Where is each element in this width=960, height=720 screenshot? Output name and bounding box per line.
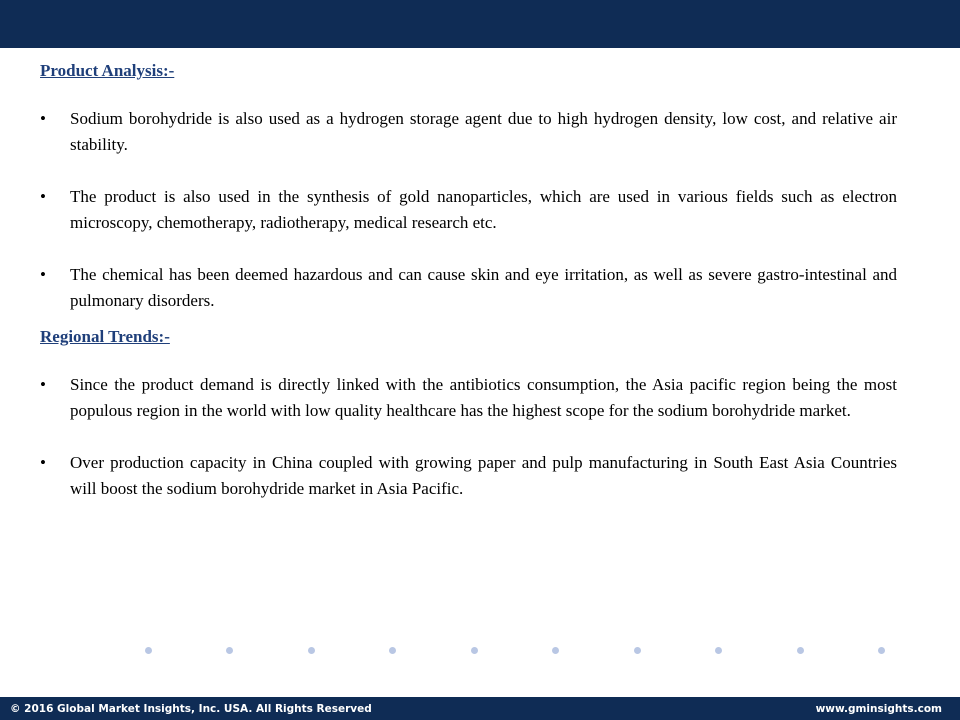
bullet-icon: • — [40, 375, 46, 394]
section-heading-regional-trends: Regional Trends:- — [40, 327, 170, 346]
slide-content — [40, 58, 897, 502]
footer-copyright: © 2016 Global Market Insights, Inc. USA. All Rights Reserved — [10, 702, 372, 715]
dot-icon — [226, 647, 233, 654]
bullet-text: The product is also used in the synthesis of gold nanoparticles, which are used in various fields such as electron microscopy, chemotherapy, radiotherapy, medical research etc. — [70, 187, 897, 232]
bullet-text: Sodium borohydride is also used as a hydrogen storage agent due to high hydrogen density, low cost, and relative air stability. — [70, 109, 897, 154]
dot-icon — [715, 647, 722, 654]
bullet-icon: • — [40, 453, 46, 472]
dot-icon — [797, 647, 804, 654]
bullet-icon: • — [40, 265, 46, 284]
bullet-text: The chemical has been deemed hazardous and can cause skin and eye irritation, as well as severe gastro-intestinal and pulmonary disorders. — [70, 265, 897, 310]
dot-icon — [145, 647, 152, 654]
list-item — [40, 450, 897, 502]
bullet-icon: • — [40, 109, 46, 128]
decorative-dots — [145, 642, 885, 658]
list-item — [40, 372, 897, 424]
list-item — [40, 262, 897, 314]
dot-icon — [878, 647, 885, 654]
regional-trends-list — [40, 372, 897, 502]
dot-icon — [471, 647, 478, 654]
bullet-text: Since the product demand is directly linked with the antibiotics consumption, the Asia pacific region being the most populous region in the world with low quality healthcare has the highest scope for the sodium borohydride market. — [70, 375, 897, 420]
header-bar — [0, 0, 960, 48]
dot-icon — [389, 647, 396, 654]
list-item — [40, 184, 897, 236]
bullet-icon: • — [40, 187, 46, 206]
footer-website-link[interactable]: www.gminsights.com — [815, 702, 942, 715]
bullet-text: Over production capacity in China coupled with growing paper and pulp manufacturing in South East Asia Countries will boost the sodium borohydride market in Asia Pacific. — [70, 453, 897, 498]
list-item — [40, 106, 897, 158]
dot-icon — [552, 647, 559, 654]
product-analysis-list — [40, 106, 897, 314]
section-heading-product-analysis: Product Analysis:- — [40, 61, 175, 80]
dot-icon — [634, 647, 641, 654]
footer-bar — [0, 697, 960, 720]
dot-icon — [308, 647, 315, 654]
